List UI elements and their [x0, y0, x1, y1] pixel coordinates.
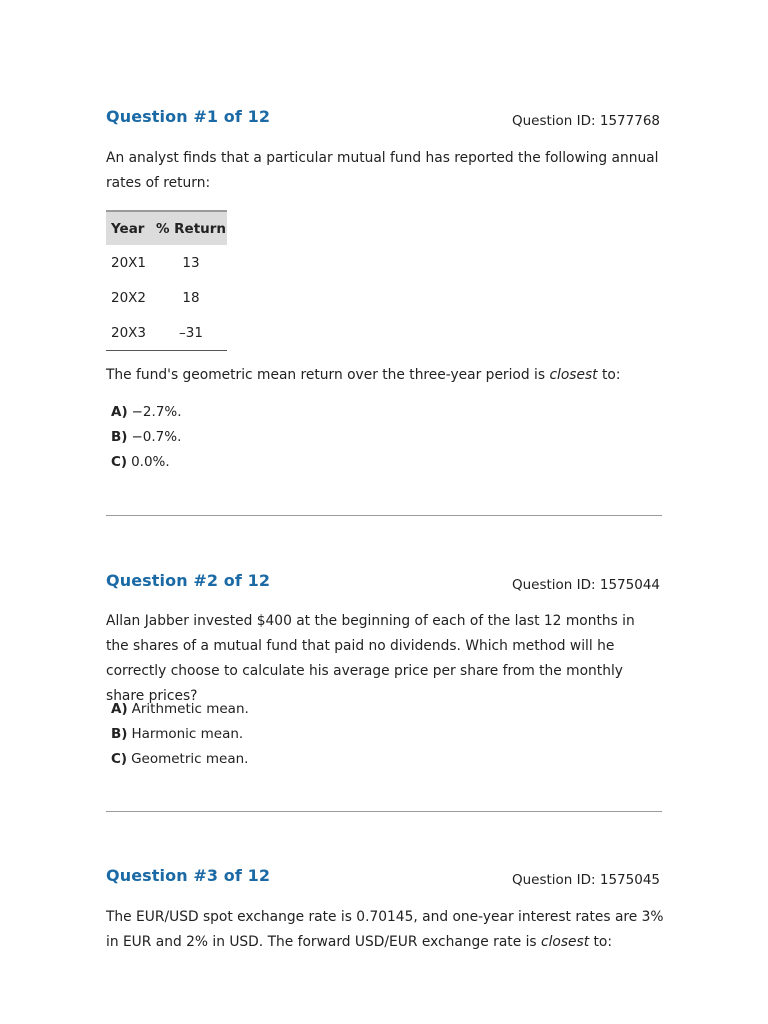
answer-options	[111, 697, 249, 772]
stem-text: The EUR/USD spot exchange rate is 0.70145, and one-year interest rates are 3% in EUR and 2% in USD. The forward USD/EUR exchange rate is	[106, 909, 664, 950]
option-letter: B)	[111, 726, 128, 742]
option-text: Geometric mean.	[131, 751, 249, 767]
stem-text: The fund's geometric mean return over the three-year period is	[106, 367, 550, 383]
question-title: Question #1 of 12	[106, 107, 271, 126]
answer-option-b[interactable]	[111, 425, 182, 450]
stem-emphasis: closest	[549, 367, 598, 383]
option-text: −0.7%.	[131, 429, 182, 445]
option-text: Harmonic mean.	[131, 726, 244, 742]
stem-text-end: to:	[597, 367, 621, 383]
question-intro: An analyst finds that a particular mutual fund has reported the following annual rates of return:	[106, 150, 659, 191]
question-title: Question #2 of 12	[106, 571, 271, 590]
question-id: Question ID: 1575045	[511, 872, 660, 888]
table-cell-return: –31	[179, 324, 203, 341]
stem-text-end: to:	[589, 934, 613, 950]
question-divider	[106, 811, 662, 812]
option-letter: A)	[111, 404, 128, 420]
answer-option-b[interactable]	[111, 722, 249, 747]
answer-option-c[interactable]	[111, 747, 249, 772]
table-cell-return: 18	[182, 289, 200, 306]
option-letter: B)	[111, 429, 128, 445]
answer-option-c[interactable]	[111, 450, 182, 475]
stem-emphasis: closest	[540, 934, 590, 950]
option-letter: A)	[111, 701, 128, 717]
table-cell-year: 20X3	[111, 324, 147, 341]
question-stem	[106, 905, 666, 955]
table-cell-year: 20X1	[111, 254, 147, 271]
question-stem	[106, 363, 666, 388]
question-id: Question ID: 1575044	[511, 577, 660, 593]
table-header-year: Year	[106, 211, 155, 245]
answer-option-a[interactable]	[111, 697, 249, 722]
table-row	[106, 315, 227, 351]
question-id: Question ID: 1577768	[511, 113, 660, 129]
option-text: 0.0%.	[131, 454, 170, 470]
table-cell-year: 20X2	[111, 289, 147, 306]
question-title: Question #3 of 12	[106, 866, 271, 885]
answer-option-a[interactable]	[111, 400, 182, 425]
option-letter: C)	[111, 454, 128, 470]
option-text: −2.7%.	[131, 404, 182, 420]
table-row	[106, 245, 227, 280]
question-divider	[106, 515, 662, 516]
question-stem: Allan Jabber invested $400 at the beginning of each of the last 12 months in the shares of a mutual fund that paid no dividends. Which method will he correctly choose to calculate his average price per share from the monthly share prices?	[106, 613, 635, 704]
question-2-header	[106, 571, 662, 595]
returns-table	[106, 210, 227, 351]
option-text: Arithmetic mean.	[131, 701, 249, 717]
option-letter: C)	[111, 751, 128, 767]
question-3-header	[106, 866, 662, 890]
table-row	[106, 280, 227, 315]
table-header-return: % Return	[155, 211, 227, 245]
answer-options	[111, 400, 182, 475]
question-1-header	[106, 107, 662, 131]
table-cell-return: 13	[182, 254, 200, 271]
